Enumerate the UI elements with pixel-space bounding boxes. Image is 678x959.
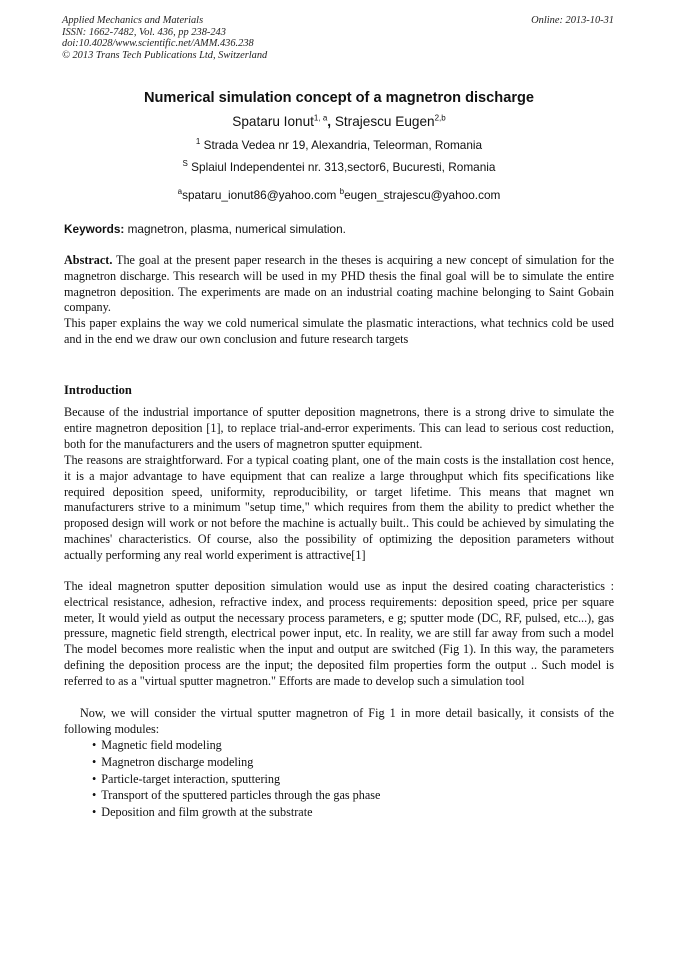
author-2: Strajescu Eugen bbox=[334, 114, 435, 129]
affiliation-2-text: Splaiul Independentei nr. 313,sector6, Bucuresti, Romania bbox=[191, 160, 496, 174]
section-heading-introduction: Introduction bbox=[64, 383, 132, 397]
list-item: • Deposition and film growth at the substrate bbox=[92, 804, 380, 821]
abstract-paragraph-2: This paper explains the way we cold numerical simulate the plasmatic interactions, what technics cold be used and in the end we draw our own conclusion and future research targets bbox=[64, 316, 614, 346]
list-item: • Magnetron discharge modeling bbox=[92, 754, 380, 771]
journal-name: Applied Mechanics and Materials bbox=[62, 15, 204, 26]
affiliation-1-sup: 1 bbox=[195, 137, 201, 147]
keywords-label: Keywords: bbox=[64, 222, 125, 236]
email-a: spataru_ionut86@yahoo.com bbox=[182, 188, 337, 202]
intro-paragraph-3: The ideal magnetron sputter deposition simulation would use as input the desired coating characteristics : electrical resistance, adhesion, refractive index, and process requirements: deposition speed, price per square meter, It would yield as output the necessary process parameters, e g; sputter mode (DC, RF, pulsed, etc...), gas pressure, magnetic field strength, electrical power input, etc. In reality, we are still far away from such a model The model becomes more realistic when the input and output are switched (Fig 1). In this way, the parameters defining the deposition process are the input; the deposited film properties form the output .. Such model is referred to as a "virtual sputter magnetron." Efforts are made to develop such a simulation tool bbox=[64, 579, 614, 688]
email-line bbox=[0, 188, 678, 202]
online-date: Online: 2013-10-31 bbox=[531, 15, 614, 26]
keywords bbox=[64, 222, 346, 236]
keywords-text: magnetron, plasma, numerical simulation. bbox=[127, 222, 346, 236]
issn-line: ISSN: 1662-7482, Vol. 436, pp 238-243 bbox=[62, 26, 226, 38]
email-b: eugen_strajescu@yahoo.com bbox=[344, 188, 501, 202]
intro-paragraph-1: Because of the industrial importance of sputter deposition magnetrons, there is a strong drive to simulate the entire magnetron deposition [1], to replace trial-and-error experiments. This can lead to serious cost reduction, both for the manufacturers and the users of magnetron sputter equipment. bbox=[64, 405, 614, 451]
doi-line: doi:10.4028/www.scientific.net/AMM.436.238 bbox=[62, 38, 254, 50]
affiliation-1-text: Strada Vedea nr 19, Alexandria, Teleorman, Romania bbox=[203, 138, 483, 152]
list-item: • Particle-target interaction, sputtering bbox=[92, 771, 380, 788]
modules-list bbox=[92, 737, 380, 821]
affiliation-1 bbox=[0, 138, 678, 152]
intro-paragraph-2: The reasons are straightforward. For a typical coating plant, one of the main costs is the installation cost hence, it is a major advantage to have equipment that can realize a large throughput which fits specifications like required deposition speed, uniformity, reproducibility, or target lifetime. This means that magnet wn manufacturers strive to a minimum "setup time," which requires from them the ability to predict whether the proposed design will work or not before the machine is actually built.. This could be achieved by simulating the machines' characteristics. Of course, also the possibility of optimizing the deposition parameters without actually performing any real world experiment is attractive[1] bbox=[64, 453, 614, 562]
intro-paragraph-4: Now, we will consider the virtual sputter magnetron of Fig 1 in more detail basically, it consists of the following modules: bbox=[64, 706, 614, 736]
abstract-paragraph-1 bbox=[64, 253, 614, 316]
journal-header bbox=[62, 15, 267, 61]
author-separator: , bbox=[327, 114, 335, 129]
copyright-line: © 2013 Trans Tech Publications Ltd, Switzerland bbox=[62, 49, 268, 61]
author-1-sup: 1, a bbox=[313, 113, 328, 123]
author-2-sup: 2,b bbox=[434, 113, 446, 123]
abstract-text-1: The goal at the present paper research in the theses is acquiring a new concept of simulation for the magnetron discharge. This research will be used in my PHD thesis the final goal will be to simulate the entire magnetron deposition. The experiments are made on an industrial coating machine belonging to Saint Gobain company. bbox=[64, 253, 614, 315]
list-item: • Transport of the sputtered particles through the gas phase bbox=[92, 787, 380, 804]
affiliation-2-sup: S bbox=[182, 159, 188, 169]
abstract-label: Abstract. bbox=[64, 253, 113, 267]
email-a-sup: a bbox=[177, 187, 183, 197]
author-line bbox=[0, 114, 678, 129]
list-item: • Magnetic field modeling bbox=[92, 737, 380, 754]
author-1: Spataru Ionut bbox=[232, 114, 314, 129]
affiliation-2 bbox=[0, 160, 678, 174]
paper-title: Numerical simulation concept of a magnetron discharge bbox=[143, 90, 535, 106]
email-b-sup: b bbox=[339, 187, 345, 197]
